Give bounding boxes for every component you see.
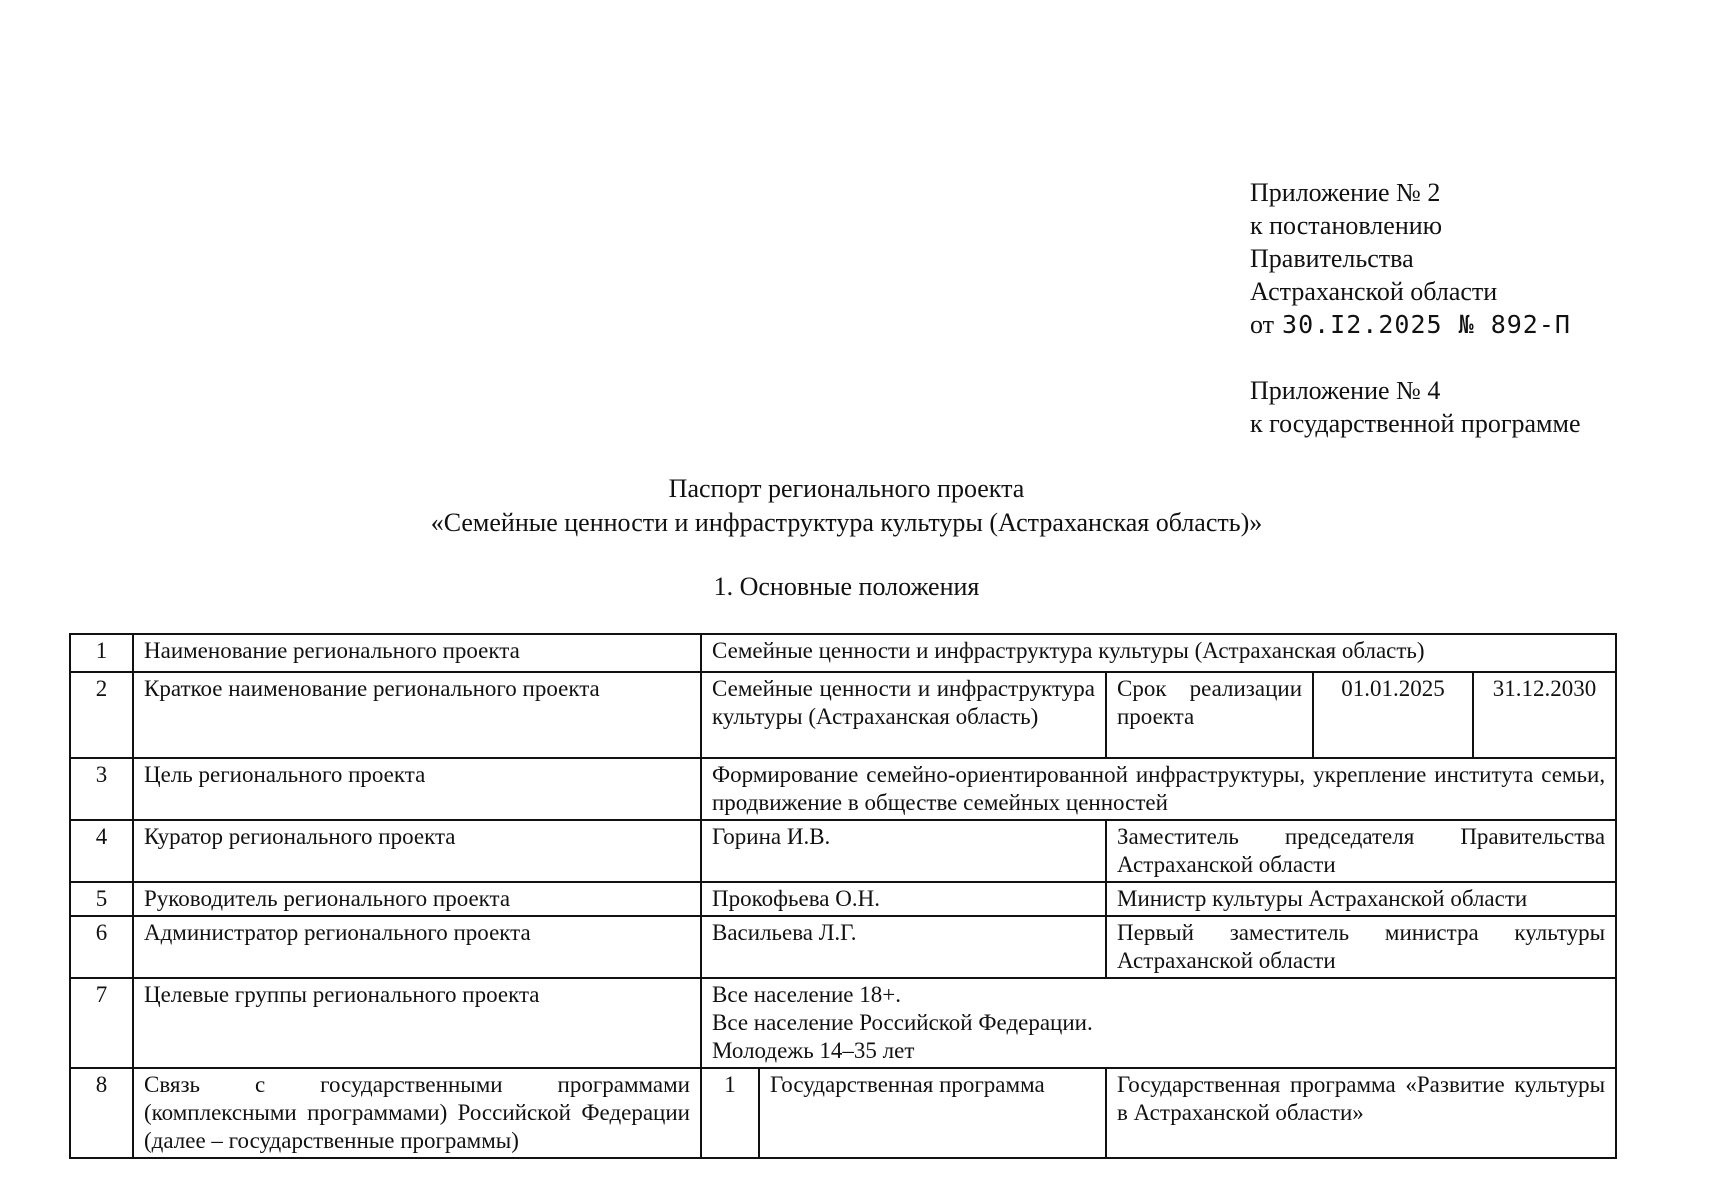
row-number: 2 xyxy=(70,672,133,758)
date-prefix: от xyxy=(1250,310,1275,339)
row-label: Цель регионального проекта xyxy=(133,758,701,820)
program-appendix-block xyxy=(1250,374,1581,440)
appendix-date-line xyxy=(1250,308,1571,341)
row-number: 7 xyxy=(70,978,133,1068)
row-label: Куратор регионального проекта xyxy=(133,820,701,882)
start-date: 01.01.2025 xyxy=(1313,672,1473,758)
administrator-position: Первый заместитель министра культуры Астраханской области xyxy=(1106,916,1616,978)
appendix-line: Приложение № 2 xyxy=(1250,178,1441,207)
row-number: 4 xyxy=(70,820,133,882)
resolution-date-number: 30.I2.2025 № 892-П xyxy=(1282,310,1571,339)
project-passport-table xyxy=(69,633,1617,1159)
target-group-item: Все население Российской Федерации. xyxy=(712,1010,1093,1035)
table-row xyxy=(70,978,1616,1068)
row-label: Руководитель регионального проекта xyxy=(133,882,701,916)
short-name-value: Семейные ценности и инфраструктура культуры (Астраханская область) xyxy=(701,672,1106,758)
goal-value: Формирование семейно-ориентированной инфраструктуры, укрепление института семьи, продвижение в обществе семейных ценностей xyxy=(701,758,1616,820)
appendix-line: Астраханской области xyxy=(1250,277,1498,306)
term-label: Срок реализации проекта xyxy=(1106,672,1313,758)
row-number: 6 xyxy=(70,916,133,978)
table-row xyxy=(70,758,1616,820)
appendix-block xyxy=(1250,176,1571,341)
target-groups xyxy=(701,978,1616,1068)
administrator-name: Васильева Л.Г. xyxy=(701,916,1106,978)
curator-position: Заместитель председателя Правительства Астраханской области xyxy=(1106,820,1616,882)
curator-name: Горина И.В. xyxy=(701,820,1106,882)
row-label: Краткое наименование регионального проекта xyxy=(133,672,701,758)
end-date: 31.12.2030 xyxy=(1473,672,1616,758)
row-number: 5 xyxy=(70,882,133,916)
program-sub-number: 1 xyxy=(701,1068,759,1158)
target-group-item: Молодежь 14–35 лет xyxy=(712,1038,915,1063)
row-number: 3 xyxy=(70,758,133,820)
row-number: 1 xyxy=(70,634,133,672)
row-label: Администратор регионального проекта xyxy=(133,916,701,978)
table-row xyxy=(70,820,1616,882)
project-name-title: «Семейные ценности и инфраструктура культуры (Астраханская область)» xyxy=(430,508,1263,537)
manager-name: Прокофьева О.Н. xyxy=(701,882,1106,916)
appendix-line: Правительства xyxy=(1250,244,1414,273)
table-row xyxy=(70,634,1616,672)
document-title: Паспорт регионального проекта xyxy=(668,474,1025,503)
row-number: 8 xyxy=(70,1068,133,1158)
program-name: Государственная программа «Развитие культуры в Астраханской области» xyxy=(1106,1068,1616,1158)
appendix-line: к государственной программе xyxy=(1250,409,1581,438)
row-label: Целевые группы регионального проекта xyxy=(133,978,701,1068)
table-row xyxy=(70,916,1616,978)
project-name-value: Семейные ценности и инфраструктура культуры (Астраханская область) xyxy=(701,634,1616,672)
manager-position: Министр культуры Астраханской области xyxy=(1106,882,1616,916)
row-label: Наименование регионального проекта xyxy=(133,634,701,672)
table-row xyxy=(70,672,1616,758)
row-label: Связь с государственными программами (комплексными программами) Российской Федерации (далее – государственные программы) xyxy=(133,1068,701,1158)
appendix-line: Приложение № 4 xyxy=(1250,376,1441,405)
section-heading: 1. Основные положения xyxy=(713,572,980,601)
table-row xyxy=(70,1068,1616,1158)
target-group-item: Все население 18+. xyxy=(712,982,901,1007)
table-row xyxy=(70,882,1616,916)
program-type: Государственная программа xyxy=(759,1068,1106,1158)
appendix-line: к постановлению xyxy=(1250,211,1443,240)
